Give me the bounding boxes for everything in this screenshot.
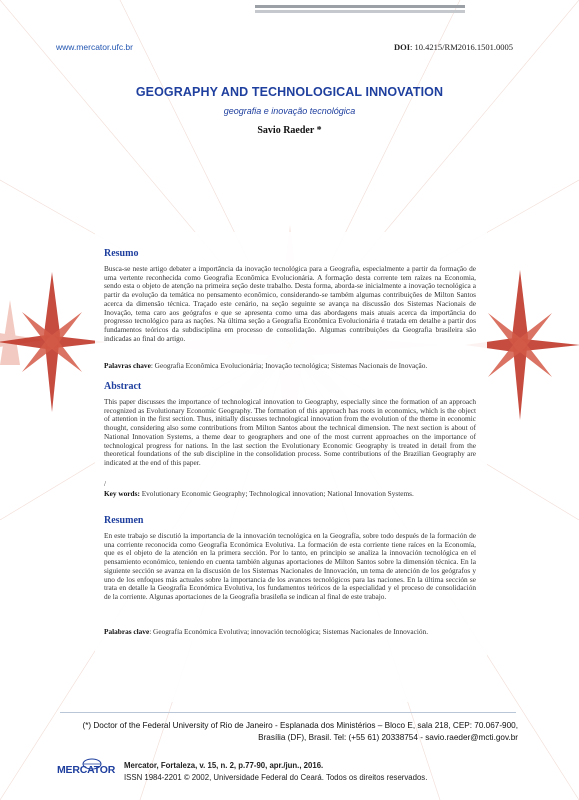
footnote-divider [60,712,516,713]
resumen-keywords [104,628,476,637]
resumo-keywords-label: Palavras chave [104,361,151,370]
author-footnote [58,720,518,743]
resumo-keywords [104,362,476,371]
journal-citation: Mercator, Fortaleza, v. 15, n. 2, p.77-90, apr./jun., 2016. [124,761,324,770]
resumo-text: Busca-se neste artigo debater a importância da inovação tecnológica para a Geografia, especialmente a partir da formação de uma vertente reconhecida como Geografia Econômica Evolucionária. A formação desta corrente tem raízes na Economia, sendo esta o objeto de atenção na primeira seção deste trabalho. Desta forma, aborda-se inicialmente a inovação tecnológica a partir da evolução da temática no pensamento econômico, considerando-se também algumas contribuições de Milton Santos acerca da dimensão técnica. Traçado este cenário, na seção seguinte se avança na discussão dos Sistemas Nacionais de Inovação, tema caro aos geógrafos e que se apresenta como uma das abordagens mais atuais acerca da importância do progresso tecnológico para as nações. Na última seção a Geografia Econômica Evolucionária é tratada em detalhe a partir dos fundamentos teóricos da subdisciplina em processo de consolidação. Algumas contribuições da Geografia brasileira são indicadas ao final do artigo. [104,264,476,343]
abstract-keywords [104,490,476,499]
resumen-text: En este trabajo se discutió la importancia de la innovación tecnológica en la Geografía, sobre todo después de la formación de una corriente reconocida como Geografía Económica Evolutiva. La formación de esta corriente tiene raíces en la Economía, que es el objeto de la atención en la primera sección. Por lo tanto, en principio se analiza la innovación tecnológica en el pensamiento económico, teniendo en cuenta también algunas aportaciones de Milton Santos sobre la dimensión técnica. En la siguiente sección se avanza en la discusión de los Sistemas Nacionales de Innovación, un tema de atención de los geógrafos y uno de los enfoques más actuales sobre la importancia de los avances tecnológicos para las naciones. En la última sección se trata en detalle la Geografía Económica Evolutiva, los fundamentos teóricos de la especialidad y el proceso de consolidación de la corriente. Algunas aportaciones de la Geografía brasileña se indican al final de este trabajo. [104,531,476,601]
author-name: Savio Raeder * [257,125,322,136]
left-compass-star [0,272,107,412]
doi-value: : 10.4215/RM2016.1501.0005 [410,42,513,52]
paper-title: GEOGRAPHY AND TECHNOLOGICAL INNOVATION [135,85,444,99]
mercator-logo: MERCATOR [57,764,116,776]
resumen-keywords-text: : Geografía Económica Evolutiva; innovación tecnológica; Sistemas Nacionales de Innovación. [149,627,429,636]
resumo-keywords-text: : Geografia Econômica Evolucionária; Inovação tecnológica; Sistemas Nacionais de Inovação. [150,361,428,370]
paper-subtitle: geografia e inovação tecnológica [223,106,356,116]
abstract-keywords-label: Key words: [104,489,140,498]
footnote-line-1: (*) Doctor of the Federal University of Rio de Janeiro - Esplanada dos Ministérios – Bloco E, sala 218, CEP: 70.067-900, [82,721,518,730]
journal-url[interactable]: www.mercator.ufc.br [56,42,133,52]
abstract-heading: Abstract [104,381,142,392]
header-decoration-bars [255,5,465,15]
resumen-heading: Resumen [104,515,144,526]
doi-reference [394,42,513,52]
abstract-text: This paper discusses the importance of technological innovation to Geography, especially since the formation of an approach recognized as Evolutionary Economic Geography. The formation of this approach has roots in economics, which is the object of attention in the first section. Thus, initially discusses technological innovation from the evolution of the theme in economic thought, considering also some contributions from Milton Santos about the technical dimension. The next section is about of National Innovation Systems, a theme dear to geographers and one of the most current approaches on the importance of technological progress for nations. In the last section the Evolutionary Economic Geography is treated in detail from the theoretical foundations of the sub discipline in the consolidation process. Some contributions of the Brazilian Geography are indicated at the end of this paper. [104,397,476,467]
abstract-slash: / [104,479,107,488]
footnote-line-2: Brasília (DF), Brasil. Tel: (+55 61) 20338754 - savio.raeder@mcti.gov.br [258,732,518,742]
resumo-heading: Resumo [104,248,139,259]
issn-copyright: ISSN 1984-2201 © 2002, Universidade Federal do Ceará. Todos os direitos reservados. [124,773,428,782]
resumen-keywords-label: Palabras clave [104,627,150,636]
doi-label: DOI [393,42,411,52]
abstract-keywords-text: Evolutionary Economic Geography; Technological innovation; National Innovation Systems. [139,489,414,498]
